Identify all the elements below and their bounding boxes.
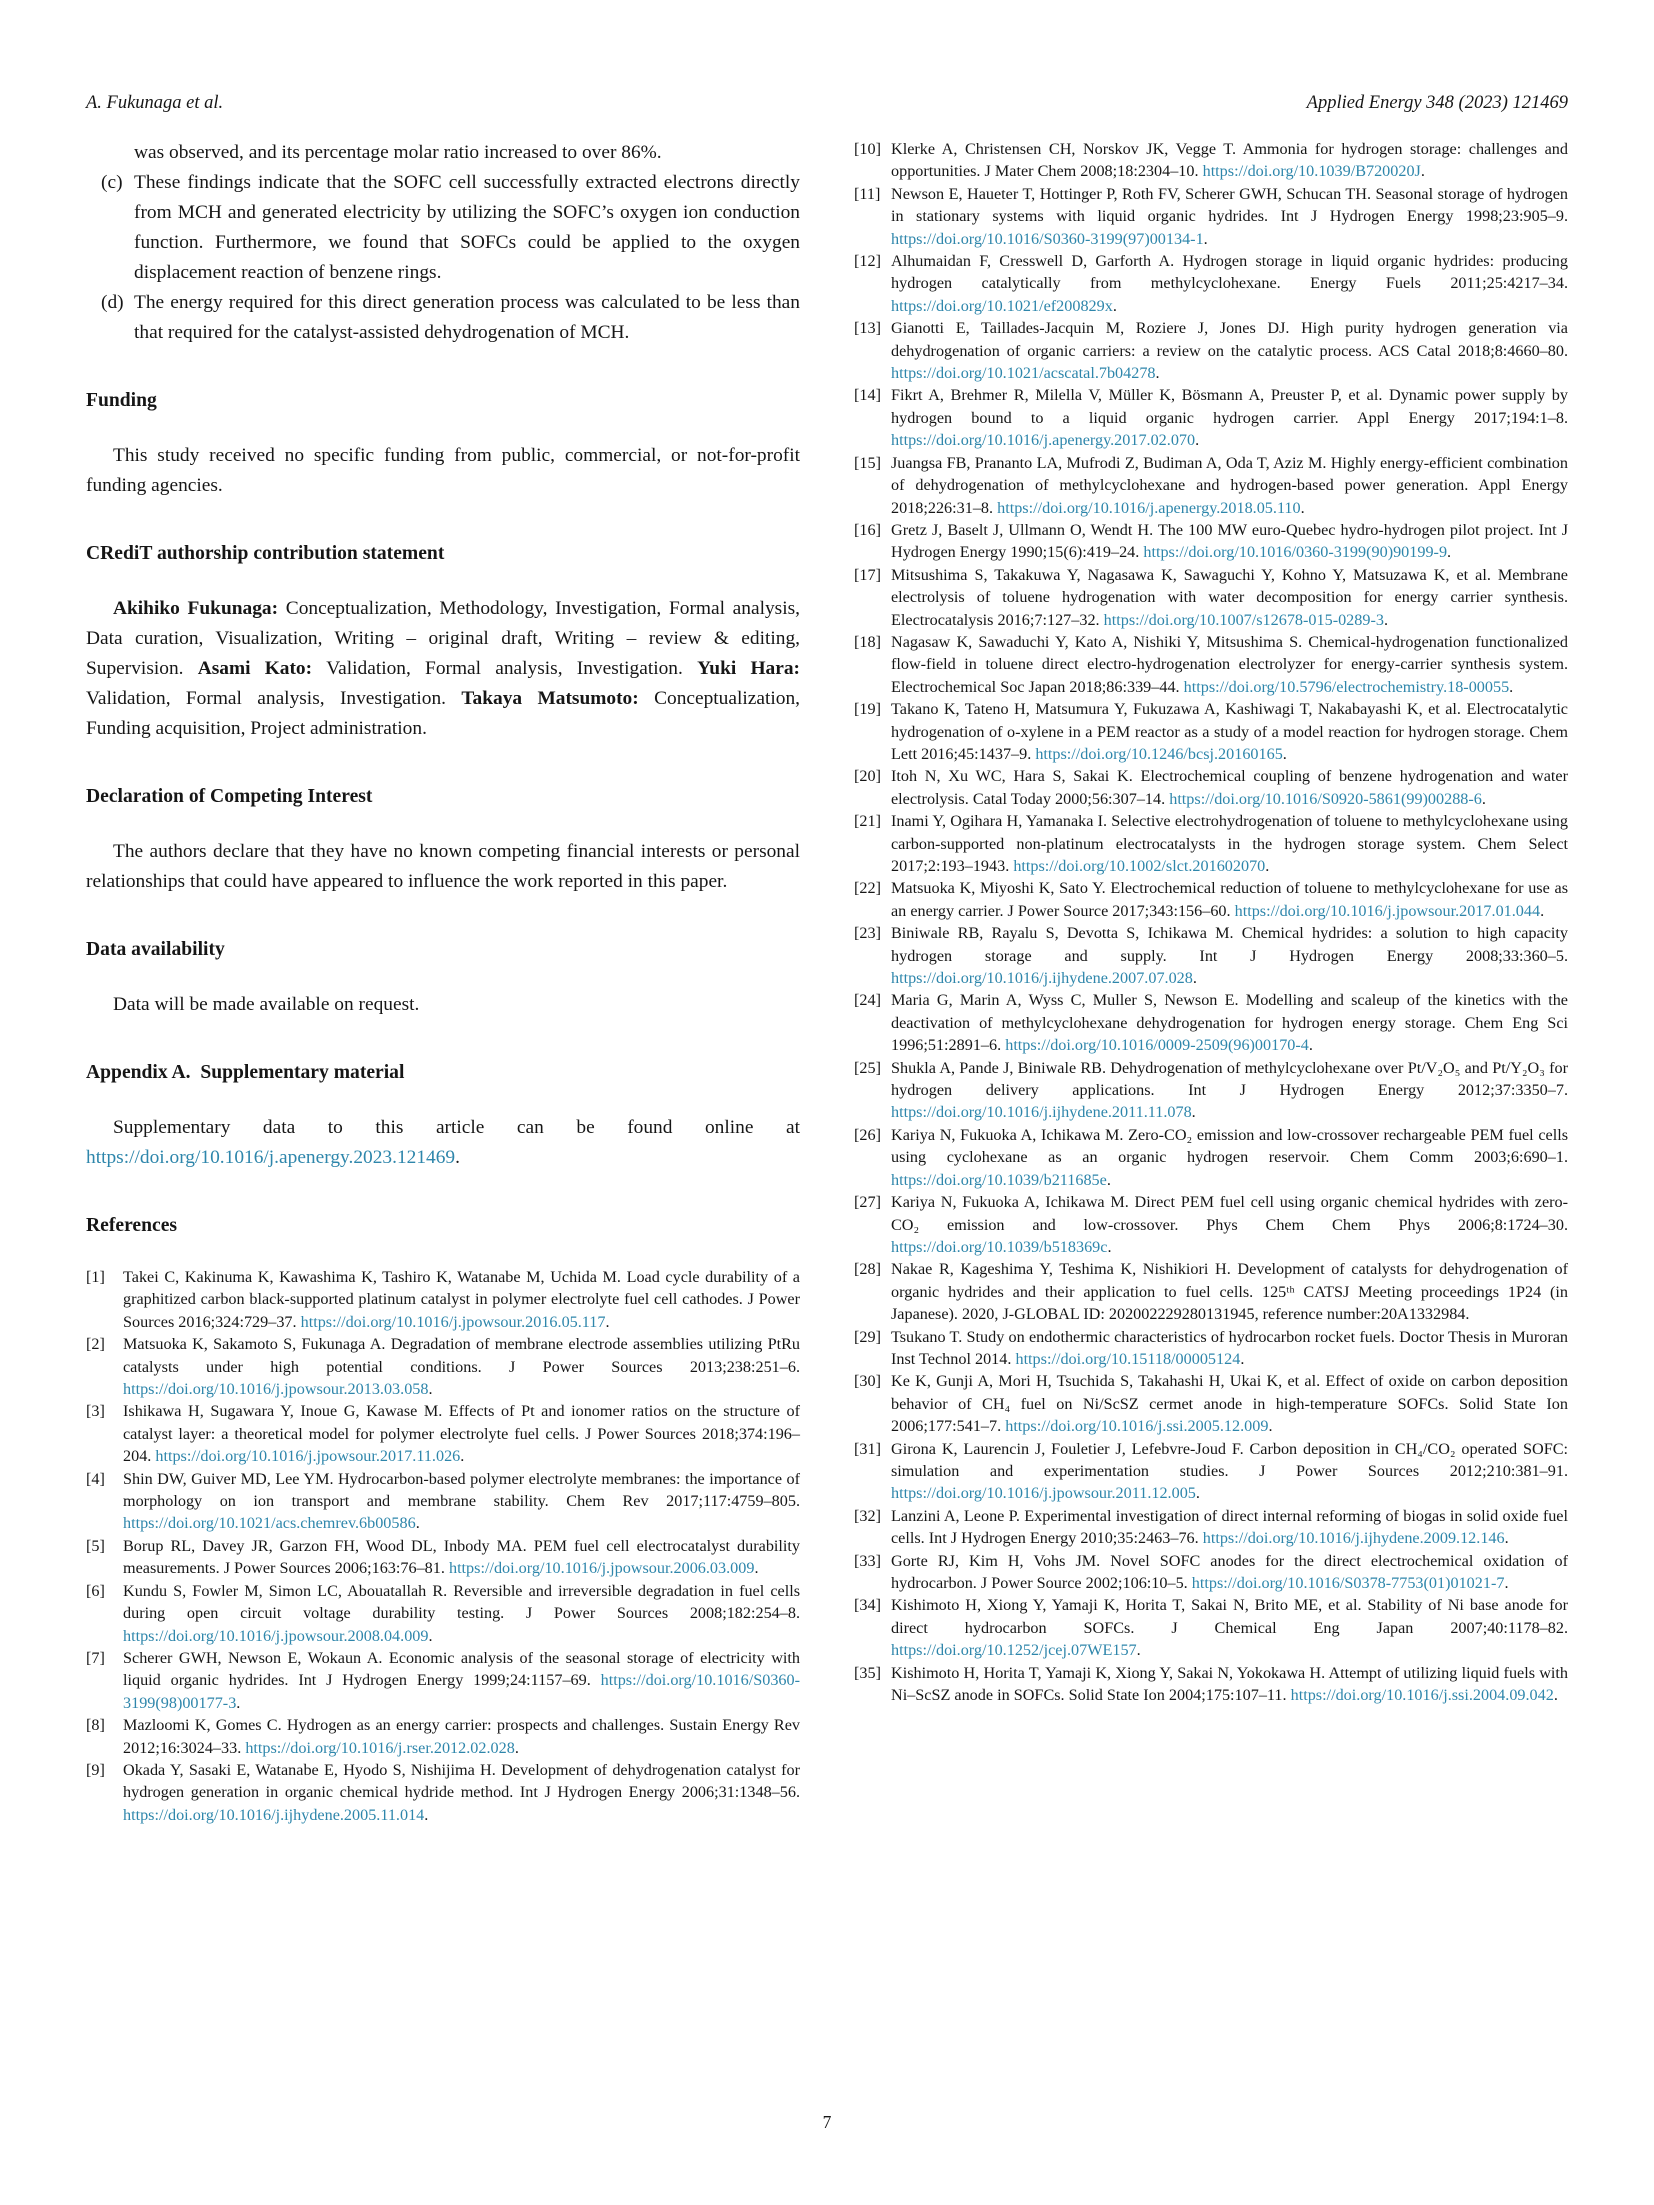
text-run: Tsukano T. Study on endothermic characteristics of hydrocarbon rocket fuels. Doctor Thesis in Muroran Inst Technol 2014. [891, 1327, 1568, 1368]
reference-item [854, 1370, 1568, 1437]
text-run: . [1240, 1349, 1245, 1368]
reference-item [854, 183, 1568, 250]
text-run: Conceptualization, Methodology, Investigation, Formal analysis, Data curation, Visualization, Writing – original draft, Writing – review & editing, Supervision. [86, 598, 801, 679]
text-run: . [1155, 364, 1160, 383]
text-run: . [1195, 431, 1200, 450]
text-run: . [1420, 162, 1425, 181]
page-header [86, 92, 1568, 114]
doi-link[interactable]: https://doi.org/10.1021/acs.chemrev.6b00586 [123, 1514, 416, 1533]
text-run: Kundu S, Fowler M, Simon LC, Abouatallah R. Reversible and irreversible degradation in fuel cells during open circuit voltage durability testing. J Power Sources 2008;182:254–8. [123, 1581, 800, 1623]
text-run: Nagasaw K, Sawaduchi Y, Kato A, Nishiki Y, Mitsushima S. Chemical-hydrogenation functionalized flow-field in toluene direct electro-hydrogenation electrolyzer for energy-carrier synthesis system. Electrochemical Soc Japan 2018;86:339–44. [891, 632, 1568, 696]
reference-number: [14] [854, 386, 881, 405]
text-run: Newson E, Haueter T, Hottinger P, Roth FV, Scherer GWH, Schucan TH. Seasonal storage of hydrogen in stationary systems with liquid organic hydrides. Int J Hydrogen Energy 1998;23:905–9. [891, 184, 1568, 226]
text-run: . [1203, 229, 1208, 248]
reference-number: [35] [854, 1663, 881, 1682]
text-run: Takei C, Kakinuma K, Kawashima K, Tashiro K, Watanabe M, Uchida M. Load cycle durability of a graphitized carbon black-supported platinum catalyst in polymer electrolyte fuel cell cathodes. J Power Sources 2016;324:729–37. [123, 1268, 800, 1331]
text-run: Itoh N, Xu WC, Hara S, Sakai K. Electrochemical coupling of benzene hydrogenation and water electrolysis. Catal Today 2000;56:307–14. [891, 767, 1568, 808]
reference-number: [27] [854, 1193, 881, 1212]
reference-item [854, 631, 1568, 698]
text-run: Validation, Formal analysis, Investigation. [326, 658, 698, 679]
text-run: Fikrt A, Brehmer R, Milella V, Müller K, Bösmann A, Preuster P, et al. Dynamic power supply by hydrogen bound to a liquid organic hydrogen carrier. Appl Energy 2017;194:1–8. [891, 386, 1568, 427]
references-list-left [86, 1266, 800, 1826]
doi-link[interactable]: https://doi.org/10.1021/acscatal.7b04278 [891, 364, 1156, 383]
reference-item [854, 989, 1568, 1056]
text-run: Shukla A, Pande J, Biniwale RB. Dehydrogenation of methylcyclohexane over Pt/V₂O₅ and Pt/Y₂O₃ for hydrogen delivery applications. Int J Hydrogen Energy 2012;37:3350–7. [891, 1058, 1568, 1100]
reference-number: [31] [854, 1439, 881, 1458]
reference-number: [3] [86, 1402, 105, 1421]
text-run: . [1504, 1574, 1509, 1592]
reference-number: [20] [854, 767, 881, 786]
reference-item [854, 1258, 1568, 1325]
text-run: Borup RL, Davey JR, Garzon FH, Wood DL, Inbody MA. PEM fuel cell electrocatalyst durability measurements. J Power Sources 2006;163:76–81. [123, 1536, 800, 1578]
doi-link[interactable]: https://doi.org/10.1016/j.jpowsour.2017.01.044 [1234, 901, 1541, 920]
doi-link[interactable]: https://doi.org/10.1021/ef200829x [891, 296, 1113, 315]
doi-link[interactable]: https://doi.org/10.1016/j.ssi.2004.09.042 [1290, 1686, 1554, 1705]
reference-number: [11] [854, 184, 881, 203]
reference-item [86, 1759, 800, 1826]
text-run: Biniwale RB, Rayalu S, Devotta S, Ichikawa M. Chemical hydrides: a solution to high capacity hydrogen storage and supply. Int J Hydrogen Energy 2008;33:360–5. [891, 924, 1568, 965]
doi-link[interactable]: https://doi.org/10.1016/S0920-5861(99)00288-6 [1169, 789, 1482, 808]
reference-item [86, 1266, 800, 1333]
reference-number: [33] [854, 1551, 881, 1570]
reference-number: [29] [854, 1327, 881, 1346]
doi-link[interactable]: https://doi.org/10.1039/b211685e [891, 1170, 1107, 1189]
text-run: Gianotti E, Taillades-Jacquin M, Roziere J, Jones DJ. High purity hydrogen generation via dehydrogenation of organic carriers: a review on the catalytic process. ACS Catal 2018;8:4660–80. [891, 319, 1568, 360]
text-run: . [1195, 1484, 1200, 1503]
list-marker: (d) [101, 292, 124, 313]
doi-link[interactable]: https://doi.org/10.1016/j.rser.2012.02.028 [245, 1738, 515, 1757]
text-run: . [428, 1626, 433, 1645]
reference-number: [15] [854, 453, 881, 472]
doi-link[interactable]: https://doi.org/10.1016/j.ijhydene.2007.07.028 [891, 969, 1193, 988]
reference-number: [21] [854, 812, 881, 831]
right-column [854, 138, 1568, 1826]
doi-link[interactable]: https://doi.org/10.1016/S0360-3199(98)00177-3 [123, 1671, 800, 1712]
doi-link[interactable]: https://doi.org/10.1039/B720020J [1202, 162, 1421, 181]
references-list-right [854, 138, 1568, 1706]
reference-item [86, 1333, 800, 1400]
doi-link[interactable]: https://doi.org/10.15118/00005124 [1015, 1349, 1241, 1368]
running-author: A. Fukunaga et al. [86, 93, 224, 113]
text-run: Inami Y, Ogihara H, Yamanaka I. Selective electrohydrogenation of toluene to methylcyclohexane using carbon-supported non-platinum electrocatalysts in the hydrogen storage system. Chem Select 2017;2:193–1943. [891, 812, 1568, 875]
reference-number: [19] [854, 700, 881, 719]
text-run: Maria G, Marin A, Wyss C, Muller S, Newson E. Modelling and scaleup of the kinetics with the deactivation of methylcyclohexane dehydrogenation for hydrogen energy storage. Chem Eng Sci 1996;51:2891–6. [891, 991, 1568, 1055]
reference-item [854, 810, 1568, 877]
text-run: Data will be made available on request. [113, 994, 420, 1015]
reference-item [854, 1662, 1568, 1707]
reference-number: [12] [854, 252, 881, 271]
left-column [86, 138, 800, 1826]
text-run: Validation, Formal analysis, Investigation. [86, 688, 462, 709]
reference-number: [10] [854, 140, 881, 158]
reference-number: [7] [86, 1648, 105, 1667]
section-heading-declaration-of-competing-interest: Declaration of Competing Interest [86, 786, 373, 807]
section-heading-data-availability: Data availability [86, 939, 225, 960]
text-run: . [1107, 1237, 1112, 1256]
reference-number: [9] [86, 1760, 105, 1779]
doi-link[interactable]: https://doi.org/10.1016/j.jpowsour.2006.03.009 [448, 1559, 755, 1578]
reference-number: [25] [854, 1058, 881, 1077]
text-run: Mazloomi K, Gomes C. Hydrogen as an energy carrier: prospects and challenges. Sustain Energy Rev 2012;16:3024–33. [123, 1716, 800, 1757]
doi-link[interactable]: https://doi.org/10.1016/j.jpowsour.2017.11.026 [155, 1447, 461, 1466]
doi-link[interactable]: https://doi.org/10.1016/j.ssi.2005.12.009 [1005, 1417, 1269, 1436]
reference-item [854, 765, 1568, 810]
list-item-text: These findings indicate that the SOFC cell successfully extracted electrons directly from MCH and generated electricity by utilizing the SOFC’s oxygen ion conduction function. Furthermore, we found that SOFCs could be applied to the oxygen displacement reaction of benzene rings. [134, 172, 800, 283]
reference-item [86, 1647, 800, 1714]
text-run: . [1504, 1529, 1509, 1548]
text-run: . [424, 1805, 429, 1824]
page-number: 7 [822, 2112, 832, 2132]
reference-item [854, 877, 1568, 922]
doi-link[interactable]: https://doi.org/10.1039/b518369c [891, 1237, 1108, 1256]
list-marker: (c) [101, 172, 123, 193]
section-paragraph [86, 990, 800, 1020]
reference-item [854, 1505, 1568, 1550]
section-heading-funding: Funding [86, 390, 157, 411]
text-run: . [1136, 1641, 1141, 1660]
text-run: Kishimoto H, Xiong Y, Yamaji K, Horita T, Sakai N, Brito ME, et al. Stability of Ni base anode for direct hydrocarbon SOFCs. J Chemical Eng Japan 2007;40:1178–82. [891, 1596, 1568, 1637]
text-run: . [1481, 789, 1486, 808]
author-name-bold: Yuki Hara: [697, 658, 800, 679]
text-run: Klerke A, Christensen CH, Norskov JK, Vegge T. Ammonia for hydrogen storage: challenges and opportunities. J Mater Chem 2008;18:2304–10. [891, 140, 1568, 181]
doi-link[interactable]: https://doi.org/10.1016/0360-3199(90)90199-9 [1143, 543, 1448, 562]
section-paragraph [86, 1113, 800, 1173]
text-run: Conceptualization, Funding acquisition, Project administration. [86, 688, 800, 739]
doi-link[interactable]: https://doi.org/10.1016/S0360-3199(97)00134-1 [891, 229, 1204, 248]
reference-item [86, 1468, 800, 1535]
text-run: Kariya N, Fukuoka A, Ichikawa M. Direct PEM fuel cell using organic chemical hydrides with zero-CO₂ emission and low-crossover. Phys Chem Chem Phys 2006;8:1724–30. [891, 1193, 1568, 1234]
doi-link[interactable]: https://doi.org/10.1016/j.apenergy.2017.02.070 [891, 431, 1196, 450]
text-run: . [415, 1514, 420, 1533]
author-name-bold: Takaya Matsumoto: [461, 688, 655, 709]
doi-link[interactable]: https://doi.org/10.1016/S0378-7753(01)01021-7 [1191, 1574, 1505, 1592]
reference-number: [13] [854, 319, 881, 338]
reference-item [854, 384, 1568, 451]
reference-item [854, 1326, 1568, 1371]
text-run: Supplementary data to this article can be found online at [113, 1117, 800, 1138]
doi-link[interactable]: https://doi.org/10.1016/j.jpowsour.2016.05.117 [300, 1312, 606, 1331]
reference-number: [1] [86, 1268, 105, 1286]
list-item-text: The energy required for this direct generation process was calculated to be less than that required for the catalyst-assisted dehydrogenation of MCH. [134, 292, 800, 343]
reference-item [854, 317, 1568, 384]
reference-number: [18] [854, 632, 881, 651]
author-name-bold: Asami Kato: [197, 658, 327, 679]
reference-number: [6] [86, 1581, 105, 1600]
text-run: . [1282, 744, 1287, 763]
text-run: . [1112, 296, 1117, 315]
reference-item [854, 922, 1568, 989]
reference-number: [24] [854, 991, 881, 1010]
section-paragraph [86, 441, 800, 501]
text-run: Shin DW, Guiver MD, Lee YM. Hydrocarbon-based polymer electrolyte membranes: the importance of morphology on ion transport and membrane stability. Chem Rev 2017;117:4759–805. [123, 1469, 800, 1511]
doi-link[interactable]: https://doi.org/10.1007/s12678-015-0289-3 [1103, 610, 1384, 629]
section-paragraph [86, 837, 800, 897]
text-run: . [1509, 677, 1514, 696]
doi-link[interactable]: https://doi.org/10.1016/j.jpowsour.2011.12.005 [891, 1484, 1196, 1503]
text-run: Matsuoka K, Miyoshi K, Sato Y. Electrochemical reduction of toluene to methylcyclohexane for use as an energy carrier. J Power Source 2017;343:156–60. [891, 879, 1568, 920]
reference-item [86, 1714, 800, 1759]
text-run: Takano K, Tateno H, Matsumura Y, Fukuzawa A, Kashiwagi T, Nakabayashi K, et al. Electrocatalytic hydrogenation of o-xylene in a PEM reactor as a study of a model reaction for hydrogen storage. Chem Lett 2016;45:1437–9. [891, 700, 1568, 763]
text-run: This study received no specific funding from public, commercial, or not-for-profit funding agencies. [86, 445, 800, 496]
doi-link[interactable]: https://doi.org/10.1252/jcej.07WE157 [891, 1641, 1137, 1660]
reference-item [854, 519, 1568, 564]
section-heading-credit-authorship-contribution-statement: CRediT authorship contribution statement [86, 543, 445, 564]
text-run: . [455, 1147, 460, 1168]
text-run: Okada Y, Sasaki E, Watanabe E, Hyodo S, Nishijima H. Development of dehydrogenation catalyst for hydrogen generation in organic chemical hydride method. Int J Hydrogen Energy 2006;31:1348–56. [123, 1760, 800, 1802]
reference-number: [17] [854, 565, 881, 584]
text-run: . [514, 1738, 519, 1757]
reference-item [854, 452, 1568, 519]
text-run: Kishimoto H, Horita T, Yamaji K, Xiong Y, Sakai N, Yokokawa H. Attempt of utilizing liquid fuels with Ni–ScSZ anode in SOFCs. Solid State Ion 2004;175:107–11. [891, 1663, 1568, 1705]
reference-number: [30] [854, 1372, 881, 1391]
text-run: . [428, 1380, 433, 1399]
text-run: . [605, 1312, 610, 1331]
conclusion-list [86, 168, 800, 348]
section-heading-appendix-a-supplementary-material: Appendix A. Supplementary material [86, 1062, 405, 1083]
reference-item [854, 1191, 1568, 1258]
text-run: Kariya N, Fukuoka A, Ichikawa M. Zero-CO₂ emission and low-crossover rechargeable PEM fuel cells using cyclohexane as an organic hydrogen reservoir. Chem Comm 2003;6:690–1. [891, 1125, 1568, 1167]
text-run: Matsuoka K, Sakamoto S, Fukunaga A. Degradation of membrane electrode assemblies utilizing PtRu catalysts under high potential conditions. J Power Sources 2013;238:251–6. [123, 1335, 800, 1376]
reference-number: [16] [854, 520, 881, 539]
text-run: Alhumaidan F, Cresswell D, Garforth A. Hydrogen storage in liquid organic hydrides: producing hydrogen catalytically from methylcyclohexane. Energy Fuels 2011;25:4217–34. [891, 252, 1568, 293]
text-run: . [1191, 1103, 1196, 1122]
reference-item [854, 1057, 1568, 1124]
reference-item [86, 1535, 800, 1580]
doi-link[interactable]: https://doi.org/10.1016/j.apenergy.2018.05.110 [997, 498, 1301, 517]
references-heading: References [86, 1215, 178, 1236]
journal-citation: Applied Energy 348 (2023) 121469 [1306, 93, 1568, 113]
reference-item [86, 1580, 800, 1647]
list-item [86, 288, 800, 348]
reference-number: [5] [86, 1536, 105, 1555]
text-run: Ke K, Gunji A, Mori H, Tsuchida S, Takahashi H, Ukai K, et al. Effect of oxide on carbon deposition behavior of CH₄ fuel on Ni/ScSZ cermet anode in high-temperature SOFCs. Solid State Ion 2006;177:541–7. [891, 1372, 1568, 1436]
text-run: Mitsushima S, Takakuwa Y, Nagasawa K, Sawaguchi Y, Kohno Y, Matsuzawa K, et al. Membrane electrolysis of toluene hydrogenation with water decomposition for energy carrier synthesis. Electrocatalysis 2016;7:127–32. [891, 565, 1568, 629]
text-run: Gretz J, Baselt J, Ullmann O, Wendt H. The 100 MW euro-Quebec hydro-hydrogen pilot project. Int J Hydrogen Energy 1990;15(6):419–24. [891, 520, 1568, 562]
doi-link[interactable]: https://doi.org/10.5796/electrochemistry.18-00055 [1183, 677, 1510, 696]
reference-item [854, 1124, 1568, 1191]
doi-link[interactable]: https://doi.org/10.1016/j.jpowsour.2008.04.009 [123, 1626, 429, 1645]
list-item [86, 168, 800, 288]
text-run: Lanzini A, Leone P. Experimental investigation of direct internal reforming of biogas in solid oxide fuel cells. Int J Hydrogen Energy 2010;35:2463–76. [891, 1506, 1568, 1548]
text-run: Juangsa FB, Prananto LA, Mufrodi Z, Budiman A, Oda T, Aziz M. Highly energy-efficient combination of dehydrogenation of methylcyclohexane and hydrogen-based power generation. Appl Energy 2018;226:31–8. [891, 453, 1568, 517]
reference-item [86, 1400, 800, 1467]
text-run: . [236, 1693, 241, 1712]
doi-link[interactable]: https://doi.org/10.1016/j.apenergy.2023.121469 [86, 1147, 456, 1168]
text-run: . [1447, 543, 1452, 562]
author-name-bold: Akihiko Fukunaga: [113, 598, 286, 619]
text-run: Scherer GWH, Newson E, Wokaun A. Economic analysis of the seasonal storage of electricity with liquid organic hydrides. Int J Hydrogen Energy 1999;24:1157–69. [123, 1648, 800, 1690]
text-run: . [1268, 1417, 1273, 1436]
doi-link[interactable]: https://doi.org/10.1016/j.ijhydene.2011.11.078 [891, 1103, 1192, 1122]
reference-number: [2] [86, 1335, 105, 1354]
reference-number: [32] [854, 1506, 881, 1525]
reference-number: [23] [854, 924, 881, 943]
section-paragraph [86, 594, 800, 744]
sections-container [86, 389, 800, 1173]
text-run: Gorte RJ, Kim H, Vohs JM. Novel SOFC anodes for the direct electrochemical oxidation of hydrocarbon. J Power Source 2002;106:10–5. [891, 1551, 1568, 1592]
text-run: . [1308, 1036, 1313, 1055]
text-run: . [1383, 610, 1388, 629]
two-column-layout [86, 138, 1568, 1826]
reference-item [854, 698, 1568, 765]
reference-item [854, 564, 1568, 631]
text-run: . [1106, 1170, 1111, 1189]
reference-item [854, 1550, 1568, 1595]
reference-item [854, 1438, 1568, 1505]
text-run: The authors declare that they have no known competing financial interests or personal relationships that could have appeared to influence the work reported in this paper. [86, 841, 800, 892]
reference-number: [22] [854, 879, 881, 898]
text-run: . [1192, 969, 1197, 988]
doi-link[interactable]: https://doi.org/10.1002/slct.201602070 [1013, 857, 1266, 875]
reference-number: [4] [86, 1469, 105, 1488]
text-run: . [754, 1559, 759, 1578]
doi-link[interactable]: https://doi.org/10.1016/j.ijhydene.2005.11.014 [123, 1805, 425, 1824]
reference-number: [34] [854, 1596, 881, 1615]
doi-link[interactable]: https://doi.org/10.1016/j.jpowsour.2013.03.058 [123, 1380, 429, 1399]
doi-link[interactable]: https://doi.org/10.1016/0009-2509(96)00170-4 [1005, 1036, 1309, 1055]
text-run: . [1300, 498, 1305, 517]
doi-link[interactable]: https://doi.org/10.1246/bcsj.20160165 [1035, 744, 1283, 763]
reference-item [854, 250, 1568, 317]
reference-number: [28] [854, 1260, 881, 1279]
text-run: Girona K, Laurencin J, Fouletier J, Lefebvre-Joud F. Carbon deposition in CH₄/CO₂ operated SOFC: simulation and experimentation studies. J Power Sources 2012;210:381–91. [891, 1439, 1568, 1480]
text-run: . [1540, 901, 1545, 920]
text-run: Ishikawa H, Sugawara Y, Inoue G, Kawase M. Effects of Pt and ionomer ratios on the structure of catalyst layer: a theoretical model for polymer electrolyte fuel cells. J Power Sources 2018;374:196–204. [123, 1402, 800, 1466]
reference-number: [8] [86, 1716, 105, 1735]
reference-item [854, 1594, 1568, 1661]
text-run: . [460, 1447, 465, 1466]
page-footer [0, 2112, 1654, 2133]
reference-item [854, 138, 1568, 183]
reference-number: [26] [854, 1125, 881, 1144]
text-run: . [1553, 1686, 1558, 1705]
continued-paragraph: was observed, and its percentage molar ratio increased to over 86%. [134, 142, 662, 163]
text-run: Nakae R, Kageshima Y, Teshima K, Nishikiori H. Development of catalysts for dehydrogenation of organic hydrides and their application to fuel cells. 125ᵗʰ CATSJ Meeting proceedings 1P24 (in Japanese). 2020, J-GLOBAL ID: 202002229280131945, reference number:20A1332984. [891, 1260, 1568, 1324]
text-run: . [1265, 857, 1270, 875]
doi-link[interactable]: https://doi.org/10.1016/j.ijhydene.2009.12.146 [1202, 1529, 1505, 1548]
